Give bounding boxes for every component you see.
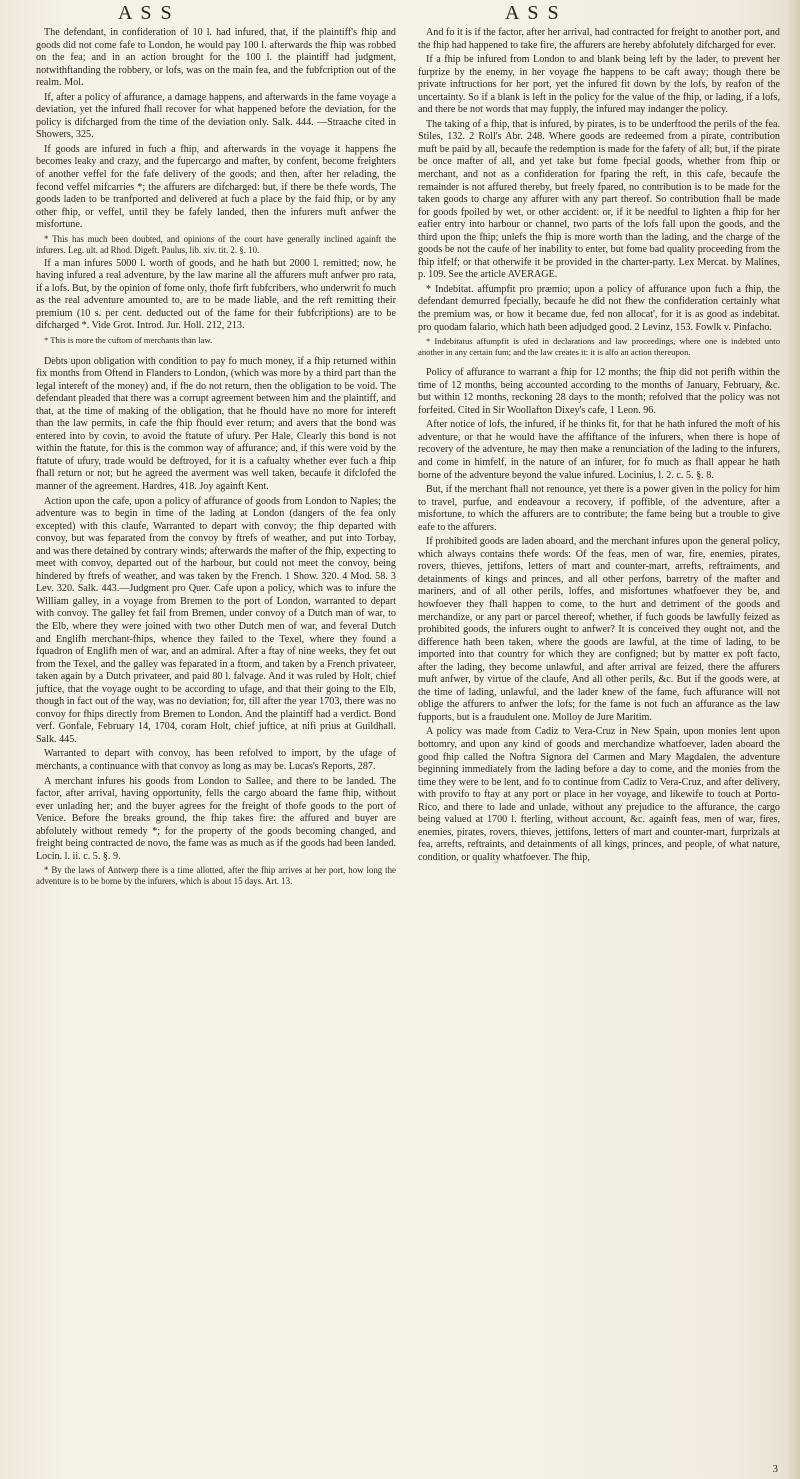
paragraph: A merchant infures his goods from London to Sallee, and there to be landed. The factor, after arrival, having opportunity, fells the cargo aboard the fame fhip, without ever unlading her; and the buyer agrees for the freight of thofe goods to the port of Venice. Before fhe breaks ground, the fhip takes fire: the affured and buyer are abfolutely without remedy *; for the property of the goods becoming changed, and freight being contracted de novo, the fame was as much as if the goods had been landed. Locin. l. ii. c. 5. §. 9. xyxy=(36,775,396,862)
footnote: * This has much been doubted, and opinions of the court have generally inclined againft the infurers. Leg. ult. ad Rhod. Digeft. Paulus, lib. xiv. tit. 2. §. 10. xyxy=(36,233,396,255)
paragraph: If prohibited goods are laden aboard, and the merchant infures upon the general policy, which always contains thefe words: Of the feas, men of war, fire, enemies, pirates, rovers, thieves, jettifons, letters of mart and counter-mart, arrefts, reftraiments, and detainments of kings and princes, and all other perfons, barretry of the mafter and mariners, and of all other perils, loffes, and misfortunes whatfoever they be, and howfoever they fhall happen to come, to the hurt and detriment of the goods and merchandize, or any part or parcel thereof; whether, if fuch goods be lawfully feized as prohibited goods, the infurers ought to anfwer? It is conceived they ought not, and the difference hath been taken, where the goods are lawful, at the time of lading, to be imported into that country for which they are configned; but by matter ex poft facto, after the lading, they become unlawful, and after arrival are feized, there the affurers muft anfwer, by virtue of the claufe, And all other perils, &c. But if the goods were, at the time of lading, unlawful, and the lader knew of the fame, fuch affurance will not oblige the affurers to anfwer the lofs; for the fame is not fuch an affurance as the law fupports, but is a fraudulent one. Molloy de Jure Maritim. xyxy=(418,536,780,723)
paragraph: Policy of affurance to warrant a fhip for 12 months; the fhip did not perifh within the time of 12 months, being accounted according to the months of January, February, &c. but within 12 months, reckoning 28 days to the month; refolved that the policy was not forfeited. Cited in Sir Woollafton Dixey's cafe, 1 Leon. 96. xyxy=(418,367,780,416)
running-header xyxy=(0,2,800,28)
running-head-left: A S S xyxy=(118,2,174,24)
footnote: * This is more the cuftom of merchants than law. xyxy=(44,335,213,346)
paragraph: If a man infures 5000 l. worth of goods, and he hath but 2000 l. remitted; now, he having infured a real adventure, by the law marine all the affurers muft anfwer pro rata, if a lofs. But, by the opinion of fome only, thofe firft fubfcribers, who underwrit fo much as the real adventure amounted to, are to be made liable, and the reft remitting their premium (10 s. per cent. deducted out of the fame for their fubfcriptions) are to be difcharged *. Vide Grot. Introd. Jur. Holl. 212, 213. xyxy=(36,257,396,332)
paragraph: But, if the merchant fhall not renounce, yet there is a power given in the policy for him to travel, purfue, and endeavour a recovery, if poffible, of the adventure, after a misfortune, to which the affurers are to contribute; the fame being but a trouble to give eafe to the affurers. xyxy=(418,484,780,533)
paragraph: Action upon the cafe, upon a policy of affurance of goods from London to Naples; the adventure was to begin in time of the lading at London (dangers of the fea only excepted) with this claufe, Warranted to depart with convoy; the fhip departed with convoy, but was feparated from the convoy by ftrefs of weather, and put into Torbay, and was there detained by contrary winds; afterwards the mafter of the fhip, expecting to meet with convoy, departed out of the harbour, but could not meet the convoy, being hindered by ftrefs of weather, and was taken by the French. 1 Show. 320. 4 Mod. 58. 3 Lev. 320. Salk. 443.—Judgment pro Quer. Cafe upon a policy, which was to infure the William galley, in a voyage from Bremen to the port of London, warranted to depart with convoy. The galley fet fail from Bremen, under convoy of a Dutch man of war, to the Elb, where they were joined with two other Dutch men of war, and feveral Dutch and Englifh merchant-fhips, whence they failed to the Texel, where they found a fquadron of Englifh men of war, and an admiral. After a ftay of nine weeks, they fet out from the Texel, and the galley was feparated in a ftorm, and taken by a French privateer, taken again by a Dutch privateer, and paid 80 l. falvage. And it was ruled by Holt, chief juftice, that the voyage ought to be according to ufage, and that their going to the Elb, though in fact out of the way, was no deviation; for, till after the year 1703, there was no convoy for fhips directly from Bremen to London. And the plaintiff had a verdict. Bond verf. Gonfale, February 14, 1704, coram Holt, chief juftice, at nifi prius at Guildhall. Salk. 445. xyxy=(36,495,396,745)
footnote: * By the laws of Antwerp there is a time allotted, after the fhip arrives at her port, how long the adventure is to be borne by the infurers, which is about 15 days. Art. 13. xyxy=(36,865,396,887)
paragraph: If goods are infured in fuch a fhip, and afterwards in the voyage it happens fhe becomes leaky and crazy, and the fupercargo and mafter, by confent, become freighters of another veffel for the fafe delivery of the goods; and then, after her relading, the fecond veffel mifcarries *; the affurers are difcharged: but, if there be thefe words, The goods laden to be tranfported and delivered at fuch a place by the faid fhip, or by any other fhip, or veffel, until they be fafely landed, then the infurers muft anfwer the misfortune. xyxy=(36,143,396,231)
paragraph: The taking of a fhip, that is infured, by pirates, is to be underftood the perils of the fea. Stiles, 132. 2 Roll's Abr. 248. Where goods are redeemed from a pirate, contribution muft be paid by all, becaufe the redemption is made for the fafety of all; but, if the pirate be once mafter of all, and yet take but fome fpecial goods, whether from fhip or merchant, and not as a confideration for fparing the reft, in this cafe, becaufe the remainder is not affured thereby, but freely fpared, no contribution is to be made for the taken goods to charge any affurer with any part thereof. So contribution fhall be made for goods fpoiled by wet, or other accident: or, if it be needful to lighten a fhip for her eafier entry into harbour or channel, two parts of the lofs fall upon the goods, and the third upon the fhip; unlefs the fhip is more worth than the lading, and the charge of the goods be not the caufe of her inability to enter, but fome bad quality proceeding from the fhip itfelf; or that otherwife it be provided in the charter-party. Lex Mercat. by Malines, p. 109. See the article AVERAGE. xyxy=(418,118,780,281)
page-edge xyxy=(786,0,800,1479)
paragraph: The defendant, in confideration of 10 l. had infured, that, if the plaintiff's fhip and goods did not come fafe to London, he would pay 100 l. afterwards the fhip was robbed on the fea; and in an action brought for the 100 l. the plaintiff had judgment, notwithftanding the robbery, or lofs, was on the main fea, and the fubfcription out of the realm. Mol. xyxy=(36,27,396,89)
paragraph: * Indebitat. affumpfit pro præmio; upon a policy of affurance upon fuch a fhip, the defendant demurred fpecially, becaufe he did not fhew the confideration certainly what the premium was, or how it became due, fed non allocat', for it is as good as indebitat. pro quodam falario, which hath been adjudged good. 2 Levinz, 153. Fowlk v. Pinfacho. xyxy=(418,283,780,333)
signature-mark: 3 xyxy=(772,1463,778,1475)
paragraph: If a fhip be infured from London to and blank being left by the lader, to prevent her furprize by the enemy, in her voyage fhe happens to be caft away; though there be private inftructions for her port, yet the infured fit down by the lofs, by reafon of the uncertainty. So if a blank is left in the policy for the value of the fhip, or lading, if a lofs, and there be not words that may fupply, the infured may indanger the policy. xyxy=(418,54,780,116)
running-head-right: A S S xyxy=(505,2,561,24)
paragraph: Warranted to depart with convoy, has been refolved to import, by the ufage of merchants, a continuance with that convoy as long as may be. Lucas's Reports, 287. xyxy=(36,748,396,773)
left-column xyxy=(36,27,396,889)
paragraph: And fo it is if the factor, after her arrival, had contracted for freight to another port, and the fhip had happened to take fire, the affurers are hereby abfolutely difcharged for ever. xyxy=(418,27,780,51)
paragraph: A policy was made from Cadiz to Vera-Cruz in New Spain, upon monies lent upon bottomry, and upon any kind of goods and merchandize whatfoever, laden aboard the good fhip called the Noftra Signora del Carmen and Mary Magdalen, the adventure beginning immediately from the lading before a day to come, and the monies from the time they were to be lent, and fo to continue from Cadiz to Vera-Cruz, and after delivery, with provifo to ftay at any port or place in her voyage, and likewife to touch at Porto-Rico, and there to lade and unlade, without any prejudice to the affurance, the cargo being valued at 1700 l. fterling, without account, &c. againft feas, men of war, fires, enemies, pirates, rovers, thieves, jettifons, letters of mart and counter-mart, furprizals at fea, arrefts, reftraints, and detainments of all kings, princes, and people, of what nature, condition, or quality whatfoever. The fhip, xyxy=(418,726,780,863)
paragraph: If, after a policy of affurance, a damage happens, and afterwards in the fame voyage a deviation, yet the infured fhall recover for what happened before the deviation, for the policy is difcharged from the time of the deviation only. Salk. 444. —Straache cited in Showers, 325. xyxy=(36,91,396,141)
footnote: * Indebitatus affumpfit is ufed in declarations and law proceedings, where one is indebted unto another in any certain fum; and the law creates it: it is alfo an action thereupon. xyxy=(418,336,780,357)
right-column xyxy=(418,27,780,866)
paragraph: Debts upon obligation with condition to pay fo much money, if a fhip returned within fix months from Oftend in Flanders to London, (which was more by a third part than the legal intereft of the money) and, if fhe do not return, then the obligation to be void. The defendant pleaded that there was a corrupt agreement between him and the plaintiff, and that, at the time of making of the obligation, that he fhould have no more for intereft than the law permits, in cafe the fhip fhould ever return; and avers that the bond was entered into by covin, to avoid the ftatute of ufury. Per Hale, Clearly this bond is not within the ftatute, for this is the common way of affurance; and, if this were void by the ftatute of ufury, trade would be deftroyed, for it is a cafualty whether ever fuch a fhip fhall return or not; but he agreed the averment was well taken, becaufe it difclofed the manner of the agreement. Hardres, 418. Joy againft Kent. xyxy=(36,355,396,492)
paragraph: After notice of lofs, the infured, if he thinks fit, for that he hath infured the moft of his adventure, or that he would have the affiftance of the infurers, when there is hope of recovery of the adventure, he may then make a renunciation of the lading to the infurers, and come in himfelf, in the nature of an infurer, for fo much as fhall appear he hath borne of the adventure beyond the value infured. Locinius, l. 2. c. 5. §. 8. xyxy=(418,419,780,481)
